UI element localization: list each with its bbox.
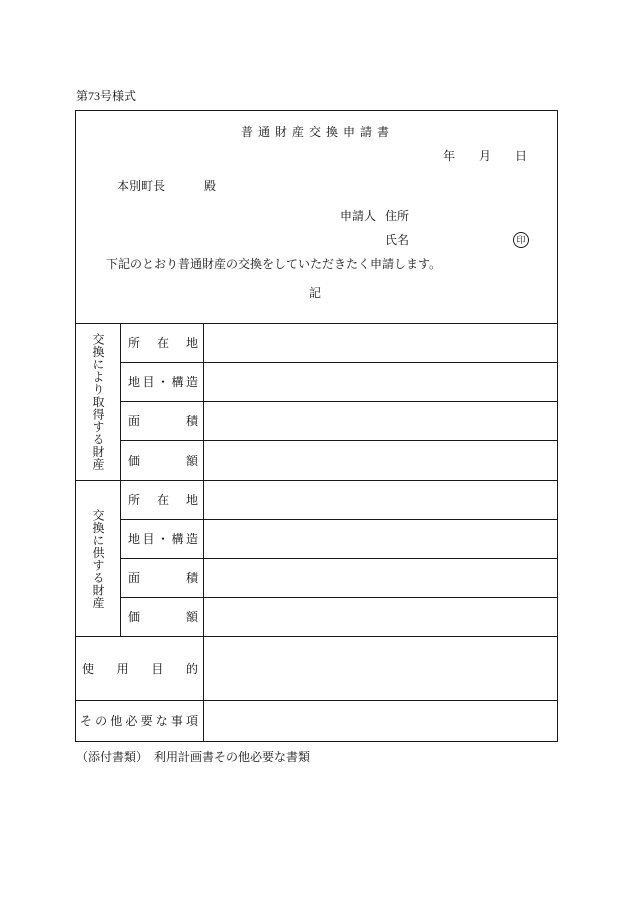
date-year-label: 年 [443,149,456,163]
other-matters-label [80,714,198,728]
label-character: 地 [128,532,141,546]
label-character: 目 [142,375,155,389]
other-matters-value-cell [204,701,557,741]
offered-price-label [128,610,198,624]
address-label: 住所 [385,209,410,223]
label-character: 的 [185,661,198,676]
label-character: 額 [185,610,198,624]
form-title: 普通財産交換申請書 [240,125,394,139]
label-character: 造 [185,532,198,546]
label-character: 面 [128,571,141,585]
acquired-price-label [128,454,198,468]
label-character: 地 [128,375,141,389]
label-character: 所 [128,493,141,507]
label-character: 所 [128,336,141,350]
purpose-label-cell [76,637,204,701]
offered-location-value-cell [204,481,557,520]
date-month-label: 月 [479,149,492,163]
label-character: 用 [116,661,129,676]
label-character: 地 [185,336,198,350]
offered-location-label [128,493,198,507]
applicant-label: 申請人 [340,209,377,223]
label-character: 必 [125,714,138,728]
property-table [75,323,558,742]
offered-price-value-cell [204,598,557,637]
acquired-property-heading-cell [76,324,121,481]
offered-property-heading: 交換に供する財産 [91,508,105,609]
label-character: 要 [140,714,153,728]
label-character: 価 [128,610,141,624]
acquired-land-category-value-cell [204,363,557,402]
acquired-area-value-cell [204,402,557,441]
acquired-land-category-label [128,375,198,389]
acquired-location-label-cell [121,324,204,363]
offered-area-label-cell [121,559,204,598]
acquired-price-label-cell [121,441,204,481]
label-character: そ [80,714,93,728]
acquired-property-heading: 交換により取得する財産 [91,333,105,471]
label-character: 面 [128,414,141,428]
offered-land-category-label [128,532,198,546]
offered-location-label-cell [121,481,204,520]
offered-area-value-cell [204,559,557,598]
seal-mark: 印 [513,232,529,248]
name-label: 氏名 [385,233,410,247]
label-character: 額 [185,453,198,468]
label-character: 積 [185,414,198,428]
label-character: 構 [171,532,184,546]
request-statement: 下記のとおり普通財産の交換をしていただきたく申請します。 [106,257,442,271]
acquired-location-value-cell [204,324,557,363]
label-character: ・ [156,532,169,546]
label-character: 目 [142,532,155,546]
label-character: 地 [185,493,198,507]
label-character: 構 [171,375,184,389]
label-character: の [95,714,108,728]
honorific: 殿 [204,179,217,193]
label-character: 造 [185,375,198,389]
label-character: 価 [128,453,141,468]
offered-area-label [128,571,198,585]
ki-heading: 記 [309,286,322,300]
label-character: 使 [82,661,95,676]
label-character: ・ [156,375,169,389]
attachments-note: （添付書類） 利用計画書その他必要な書類 [76,750,311,764]
label-character: 在 [156,336,169,350]
purpose-label [82,662,198,676]
other-matters-label-cell [76,701,204,741]
label-character: な [155,714,168,728]
label-character: 目 [151,661,164,676]
offered-land-category-label-cell [121,520,204,559]
addressee: 本別町長 [117,179,166,193]
offered-property-heading-cell [76,481,121,637]
form-number: 第73号様式 [76,89,137,103]
offered-land-category-value-cell [204,520,557,559]
date-day-label: 日 [515,149,528,163]
label-character: 在 [156,493,169,507]
label-character: 他 [110,714,123,728]
label-character: 項 [185,714,198,728]
purpose-value-cell [204,637,557,701]
acquired-location-label [128,336,198,350]
acquired-land-category-label-cell [121,363,204,402]
acquired-price-value-cell [204,441,557,481]
offered-price-label-cell [121,598,204,637]
acquired-area-label-cell [121,402,204,441]
label-character: 事 [170,714,183,728]
acquired-area-label [128,414,198,428]
label-character: 積 [185,571,198,585]
